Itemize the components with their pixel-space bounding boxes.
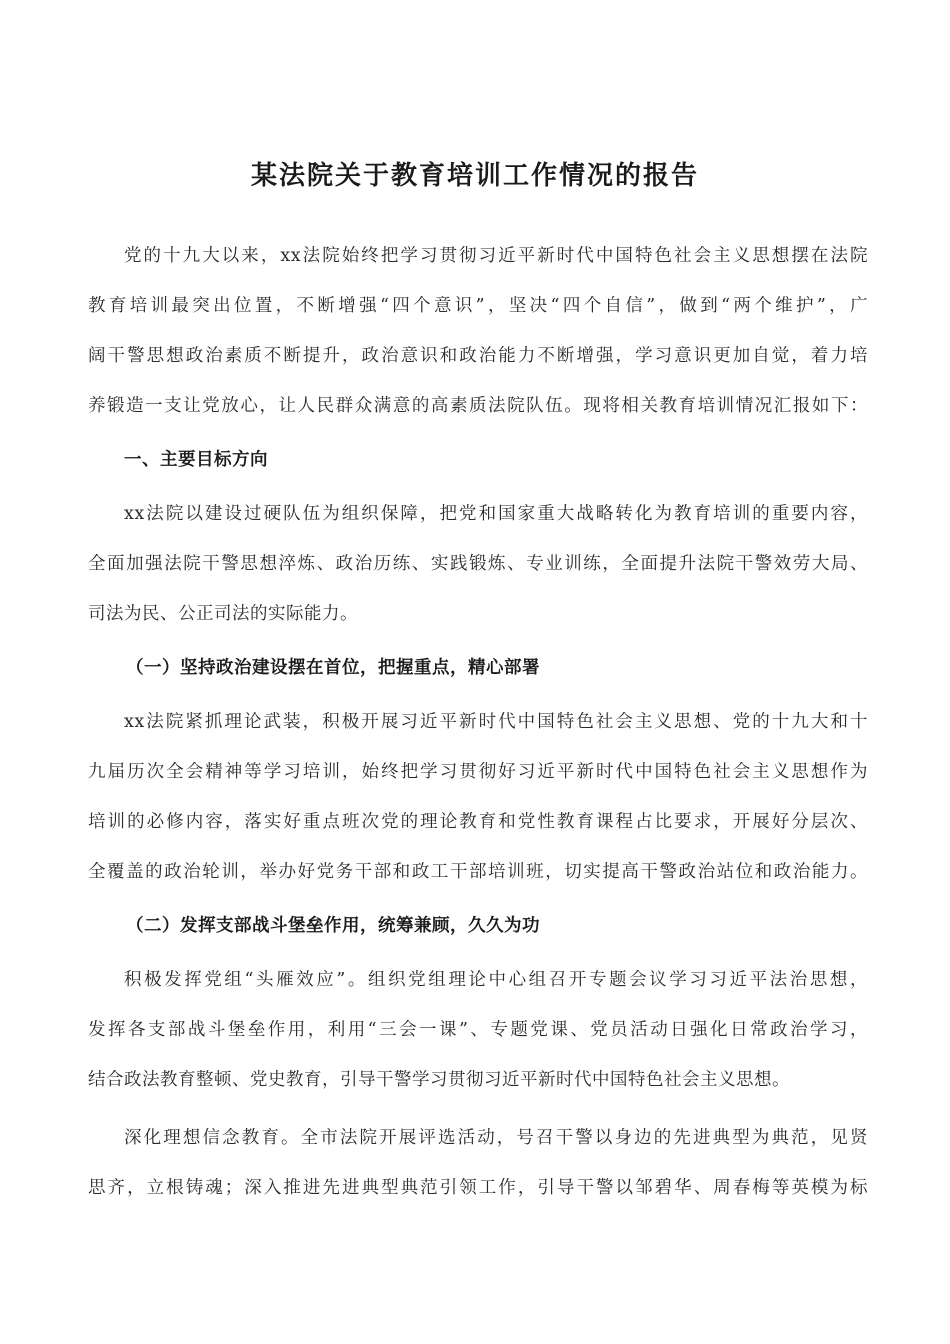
sub2-p1-line-1: 积极发挥党组“头雁效应”。组织党组理论中心组召开专题会议学习习近平法治思想， <box>124 970 868 990</box>
sub1-heading: （一）坚持政治建设摆在首位，把握重点，精心部署 <box>126 658 540 678</box>
document-title: 某法院关于教育培训工作情况的报告 <box>250 161 699 191</box>
sub2-p2-line-1: 深化理想信念教育。全市法院开展评选活动，号召干警以身边的先进典型为典范，见贤 <box>124 1128 868 1148</box>
intro-line-1: 党的十九大以来，xx法院始终把学习贯彻习近平新时代中国特色社会主义思想摆在法院 <box>124 246 868 266</box>
section1-line-1: xx法院以建设过硬队伍为组织保障，把党和国家重大战略转化为教育培训的重要内容， <box>124 504 868 524</box>
sub1-line-2: 九届历次全会精神等学习培训，始终把学习贯彻好习近平新时代中国特色社会主义思想作为 <box>88 762 868 782</box>
sub2-p1-line-2: 发挥各支部战斗堡垒作用，利用“三会一课”、专题党课、党员活动日强化日常政治学习， <box>88 1020 868 1040</box>
sub1-line-4: 全覆盖的政治轮训，举办好党务干部和政工干部培训班，切实提高干警政治站位和政治能力。 <box>88 862 868 882</box>
section1-line-3: 司法为民、公正司法的实际能力。 <box>88 604 358 624</box>
sub1-line-3: 培训的必修内容，落实好重点班次党的理论教育和党性教育课程占比要求，开展好分层次、 <box>88 812 868 832</box>
intro-line-3: 阔干警思想政治素质不断提升，政治意识和政治能力不断增强，学习意识更加自觉，着力培 <box>88 346 868 366</box>
section1-heading: 一、主要目标方向 <box>124 450 268 470</box>
intro-line-2: 教育培训最突出位置，不断增强“四个意识”，坚决“四个自信”，做到“两个维护”，广 <box>88 296 868 316</box>
sub2-heading: （二）发挥支部战斗堡垒作用，统筹兼顾，久久为功 <box>126 916 540 936</box>
sub2-p2-line-2: 思齐，立根铸魂；深入推进先进典型典范引领工作，引导干警以邹碧华、周春梅等英模为标 <box>88 1178 868 1198</box>
sub1-line-1: xx法院紧抓理论武装，积极开展习近平新时代中国特色社会主义思想、党的十九大和十 <box>124 712 868 732</box>
intro-line-4: 养锻造一支让党放心，让人民群众满意的高素质法院队伍。现将相关教育培训情况汇报如下： <box>88 396 868 416</box>
section1-line-2: 全面加强法院干警思想淬炼、政治历练、实践锻炼、专业训练，全面提升法院干警效劳大局、 <box>88 554 868 574</box>
sub2-p1-line-3: 结合政法教育整顿、党史教育，引导干警学习贯彻习近平新时代中国特色社会主义思想。 <box>88 1070 790 1090</box>
